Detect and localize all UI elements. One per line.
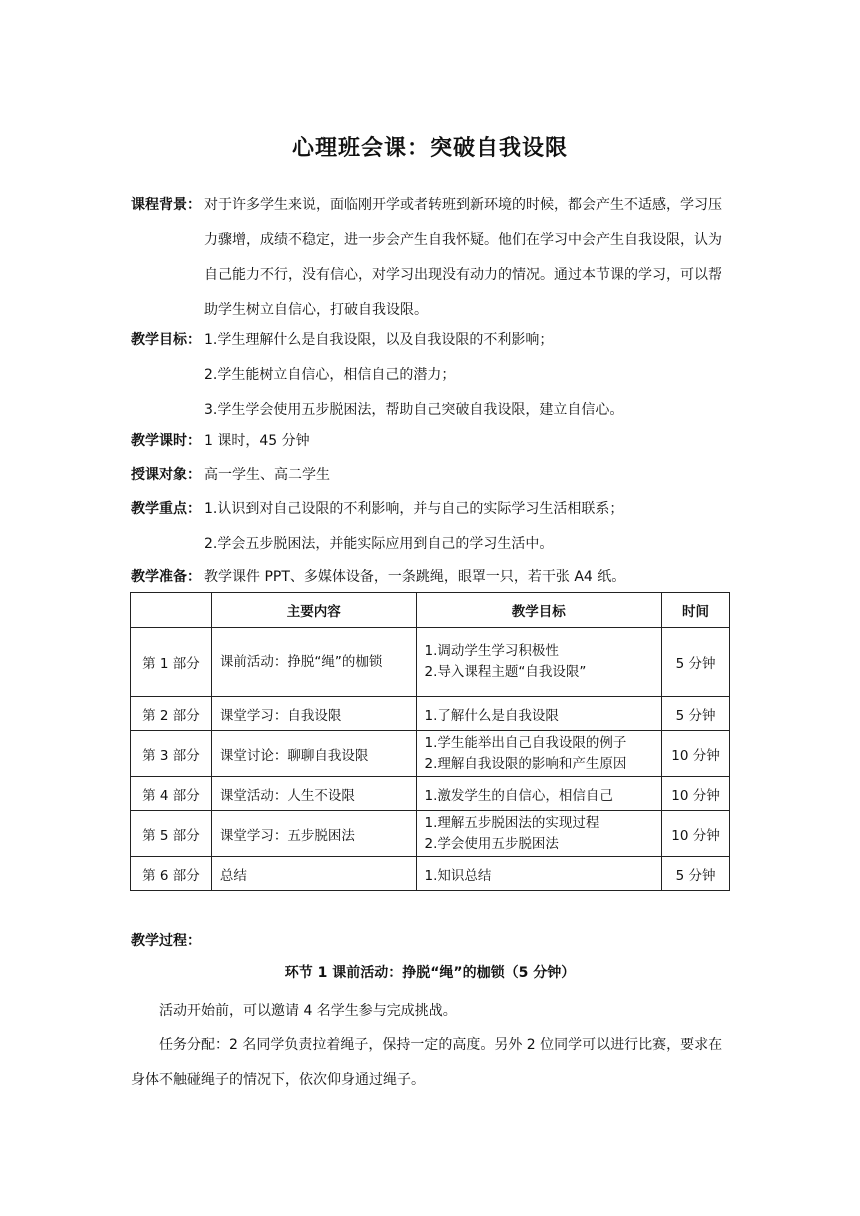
lesson-plan-table [130,592,730,891]
time-cell: 5 分钟 [662,697,730,731]
goal-line: 1.了解什么是自我设限 [424,707,559,724]
teaching-hours-label: 教学课时： [131,433,201,449]
goal-cell [416,697,662,731]
table-row [131,697,730,731]
part-cell: 第 4 部分 [131,777,212,811]
teaching-goal-item: 2.学生能树立自信心，相信自己的潜力； [204,367,456,383]
table-header-cell: 时间 [662,593,730,628]
time-cell: 10 分钟 [662,777,730,811]
time-cell: 10 分钟 [662,811,730,857]
time-cell: 10 分钟 [662,731,730,777]
content-cell: 课堂讨论：聊聊自我设限 [211,731,416,777]
process-paragraph: 任务分配：2 名同学负责拉着绳子，保持一定的高度。另外 2 位同学可以进行比赛，要求在身体不触碰绳子的情况下，依次仰身通过绳子。 [131,1037,723,1088]
time-cell: 5 分钟 [662,857,730,891]
goal-line: 2.学会使用五步脱困法 [424,835,559,852]
course-background-label: 课程背景： [131,197,201,213]
goal-line: 2.导入课程主题“自我设限” [424,664,587,680]
teaching-hours [131,424,733,459]
goal-line: 1.调动学生学习积极性 [424,643,559,659]
audience-text: 高一学生、高二学生 [204,467,330,483]
teaching-hours-text: 1 课时，45 分钟 [204,433,310,449]
table-header-cell: 主要内容 [211,593,416,628]
course-background [131,188,733,328]
table-row [131,731,730,777]
goal-cell [416,628,662,697]
table-header-cell: 教学目标 [416,593,662,628]
audience-label: 授课对象： [131,467,201,483]
goal-cell [416,811,662,857]
teaching-goals [131,323,733,428]
section-title: 环节 1 课前活动：挣脱“绳”的枷锁（5 分钟） [284,965,576,981]
table-header-row [131,593,730,628]
goal-cell [416,777,662,811]
content-cell: 课堂活动：人生不设限 [211,777,416,811]
table-row [131,857,730,891]
key-points [131,492,733,562]
table-row [131,628,730,697]
goal-line: 2.理解自我设限的影响和产生原因 [424,755,627,772]
content-cell: 总结 [211,857,416,891]
goal-line: 1.理解五步脱困法的实现过程 [424,814,600,831]
goal-cell [416,731,662,777]
teaching-process-label: 教学过程： [131,933,201,949]
table-row [131,811,730,857]
part-cell: 第 5 部分 [131,811,212,857]
table-header-cell [131,593,212,628]
part-cell: 第 2 部分 [131,697,212,731]
key-point-item: 1.认识到对自己设限的不利影响，并与自己的实际学习生活相联系； [204,501,624,517]
key-point-item: 2.学会五步脱困法，并能实际应用到自己的学习生活中。 [204,536,554,552]
goal-line: 1.激发学生的自信心，相信自己 [424,787,613,804]
goal-line: 1.学生能举出自己自我设限的例子 [424,734,627,751]
content-cell: 课堂学习：五步脱困法 [211,811,416,857]
time-cell: 5 分钟 [662,628,730,697]
part-cell: 第 3 部分 [131,731,212,777]
key-points-label: 教学重点： [131,501,201,517]
content-cell: 课堂学习：自我设限 [211,697,416,731]
teaching-prep-text: 教学课件 PPT、多媒体设备，一条跳绳，眼罩一只，若干张 A4 纸。 [204,569,626,585]
teaching-prep [131,560,733,595]
teaching-goal-item: 3.学生学会使用五步脱困法，帮助自己突破自我设限，建立自信心。 [204,402,624,418]
content-cell: 课前活动：挣脱“绳”的枷锁 [211,628,416,697]
teaching-goals-label: 教学目标： [131,332,201,348]
part-cell: 第 6 部分 [131,857,212,891]
table-row [131,777,730,811]
process-paragraph: 活动开始前，可以邀请 4 名学生参与完成挑战。 [159,1003,457,1019]
audience [131,458,733,493]
page-title: 心理班会课：突破自我设限 [291,136,568,161]
goal-line: 1.知识总结 [424,867,492,884]
course-background-text: 对于许多学生来说，面临刚开学或者转班到新环境的时候，都会产生不适感，学习压力骤增，成绩不稳定，进一步会产生自我怀疑。他们在学习中会产生自我设限，认为自己能力不行，没有信心，对学习出现没有动力的情况。通过本节课的学习，可以帮助学生树立自信心，打破自我设限。 [204,197,722,318]
teaching-prep-label: 教学准备： [131,569,201,585]
goal-cell [416,857,662,891]
teaching-goal-item: 1.学生理解什么是自我设限，以及自我设限的不利影响； [204,332,554,348]
part-cell: 第 1 部分 [131,628,212,697]
